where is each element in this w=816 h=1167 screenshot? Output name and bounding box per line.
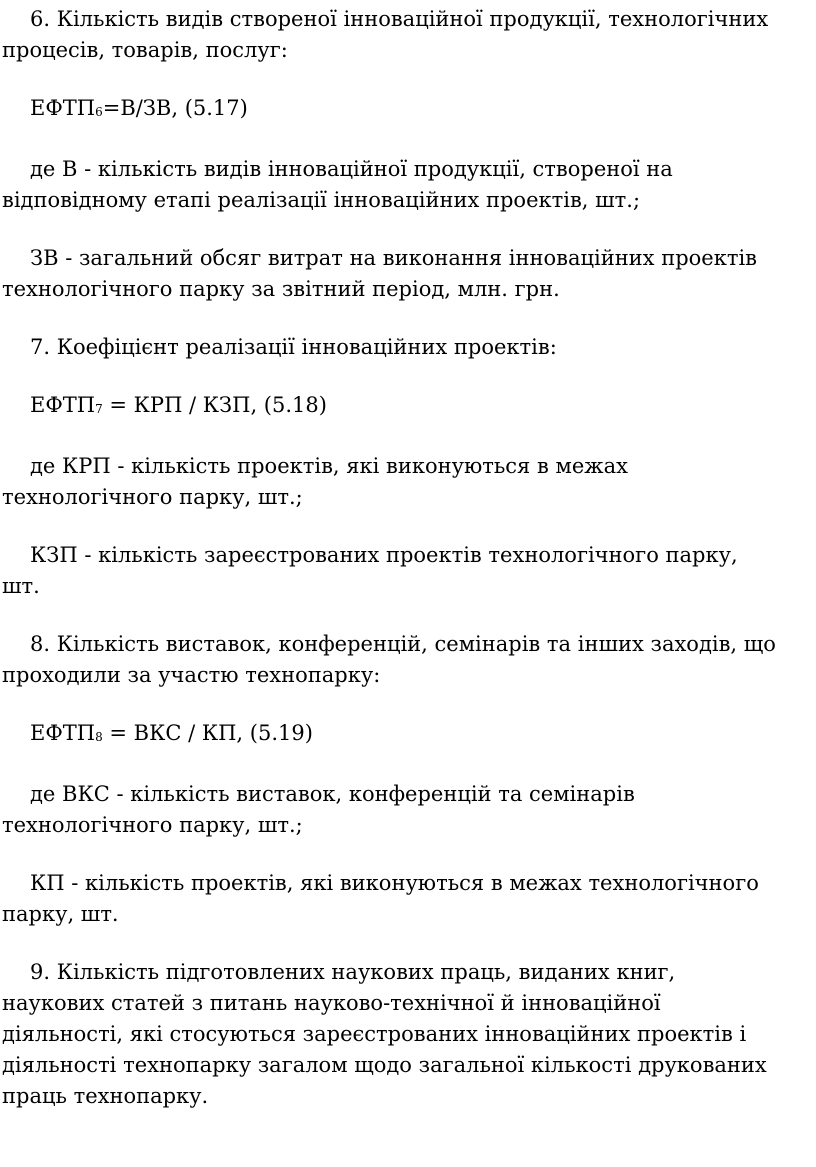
- formula-5-19-index: 8: [95, 730, 103, 744]
- formula-5-19-rest: = ВКС / КП, (5.19): [102, 721, 313, 745]
- definition-v-paragraph: [2, 154, 814, 216]
- formula-5-19: [2, 718, 814, 752]
- definition-krp-line-1: де КРП - кількість проектів, які виконуються в межах: [30, 454, 628, 478]
- definition-kzp-line-2: шт.: [2, 574, 40, 598]
- item-9-paragraph: [2, 957, 814, 1112]
- definition-zv-line-1: ЗВ - загальний обсяг витрат на виконання інноваційних проектів: [30, 246, 757, 270]
- definition-kp-line-2: парку, шт.: [2, 902, 119, 926]
- item-9-line-3: діяльності, які стосуються зареєстрованих інноваційних проектів і: [2, 1022, 747, 1046]
- item-6-line-2: процесів, товарів, послуг:: [2, 38, 288, 62]
- definition-v-line-1: де В - кількість видів інноваційної продукції, створеної на: [30, 157, 673, 181]
- item-8-paragraph: [2, 629, 814, 691]
- item-7-line-1: 7. Коефіцієнт реалізації інноваційних проектів:: [30, 335, 557, 359]
- formula-5-17-base: ЕФТП: [30, 96, 96, 120]
- item-9-line-5: праць технопарку.: [2, 1084, 209, 1108]
- formula-5-17-rest: =В/ЗВ, (5.17): [102, 96, 248, 120]
- definition-v-line-2: відповідному етапі реалізації інноваційних проектів, шт.;: [2, 188, 641, 212]
- formula-5-18-base: ЕФТП: [30, 393, 96, 417]
- definition-vks-paragraph: [2, 779, 814, 841]
- formula-5-18-rest: = КРП / КЗП, (5.18): [102, 393, 327, 417]
- formula-5-18: [2, 390, 814, 424]
- item-6-paragraph: [2, 4, 814, 66]
- item-6-line-1: 6. Кількість видів створеної інноваційної продукції, технологічних: [30, 7, 769, 31]
- definition-kp-paragraph: [2, 868, 814, 930]
- formula-5-19-base: ЕФТП: [30, 721, 96, 745]
- item-8-line-2: проходили за участю технопарку:: [2, 663, 381, 687]
- item-9-line-4: діяльності технопарку загалом щодо загальної кількості друкованих: [2, 1053, 767, 1077]
- definition-kzp-line-1: КЗП - кількість зареєстрованих проектів технологічного парку,: [30, 543, 738, 567]
- item-9-line-1: 9. Кількість підготовлених наукових праць, виданих книг,: [30, 960, 676, 984]
- formula-5-17-index: 6: [95, 105, 103, 119]
- item-8-line-1: 8. Кількість виставок, конференцій, семінарів та інших заходів, що: [30, 632, 776, 656]
- definition-kp-line-1: КП - кількість проектів, які виконуються в межах технологічного: [30, 871, 759, 895]
- definition-vks-line-1: де ВКС - кількість виставок, конференцій та семінарів: [30, 782, 635, 806]
- definition-kzp-paragraph: [2, 540, 814, 602]
- definition-krp-line-2: технологічного парку, шт.;: [2, 485, 303, 509]
- definition-vks-line-2: технологічного парку, шт.;: [2, 813, 303, 837]
- definition-krp-paragraph: [2, 451, 814, 513]
- item-7-paragraph: [2, 332, 814, 363]
- formula-5-17: [2, 93, 814, 127]
- formula-5-18-index: 7: [95, 402, 103, 416]
- item-9-line-2: наукових статей з питань науково-технічної й інноваційної: [2, 991, 661, 1015]
- definition-zv-line-2: технологічного парку за звітний період, млн. грн.: [2, 277, 560, 301]
- definition-zv-paragraph: [2, 243, 814, 305]
